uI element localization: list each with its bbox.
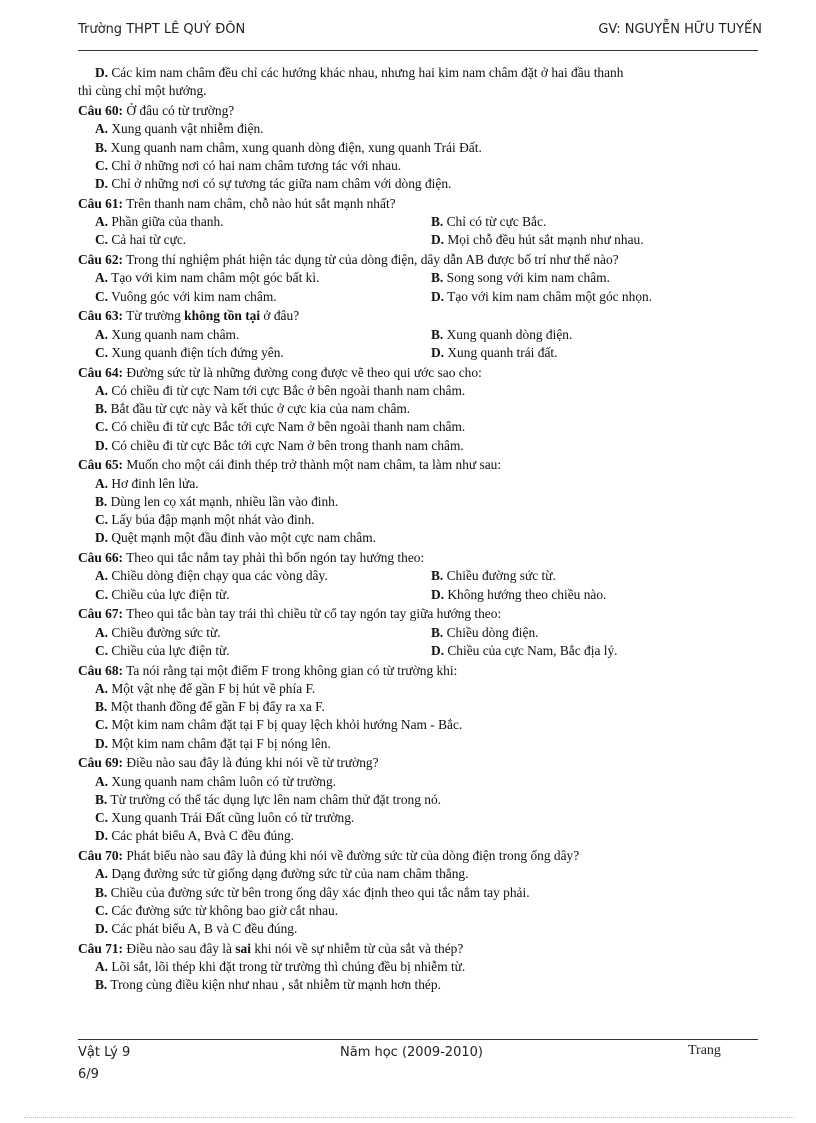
option-b: B. Dùng len cọ xát mạnh, nhiều lần vào đinh.: [95, 493, 339, 509]
option-d: D. Có chiều đi từ cực Bắc tới cực Nam ở bên trong thanh nam châm.: [95, 437, 464, 453]
option-d: D. Mọi chỗ đều hút sắt mạnh như nhau.: [431, 232, 644, 248]
option-row: [78, 624, 758, 642]
question-62: Câu 62: Trong thí nghiệm phát hiện tác dụng từ của dòng điện, dây dẫn AB được bố trí như thế nào?: [78, 252, 619, 267]
option-row: [78, 567, 758, 585]
question-65: Câu 65: Muốn cho một cái đinh thép trở thành một nam châm, ta làm như sau:: [78, 457, 502, 473]
option-d: D. Xung quanh trái đất.: [431, 344, 558, 360]
option-row: [78, 586, 758, 604]
question-71: Câu 71: Điều nào sau đây là sai khi nói về sự nhiễm từ của sắt và thép?: [78, 940, 464, 956]
question-64: Câu 64: Đường sức từ là những đường cong được vẽ theo qui ước sao cho:: [78, 364, 482, 380]
option-b: B. Chiều của đường sức từ bên trong ống dây xác định theo qui tắc nắm tay phải.: [95, 884, 530, 900]
option-d: D. Quệt mạnh một đầu đinh vào một cực nam châm.: [95, 530, 376, 546]
question-66: Câu 66: Theo qui tắc nắm tay phải thì bốn ngón tay hướng theo:: [78, 550, 425, 565]
option-a: A. Lõi sắt, lõi thép khi đặt trong từ trường thì chúng đều bị nhiễm từ.: [95, 959, 466, 974]
option-a: A. Tạo với kim nam châm một góc bất kì.: [95, 270, 320, 286]
option-row: [78, 269, 758, 287]
option-row: [78, 213, 758, 231]
option-c: C. Một kim nam châm đặt tại F bị quay lệch khỏi hướng Nam - Bắc.: [95, 717, 463, 733]
prev-option-d-cont: thì cùng chỉ một hướng.: [78, 83, 207, 99]
option-row: [78, 288, 758, 306]
option-row: [78, 326, 758, 344]
option-a: A. Xung quanh vật nhiễm điện.: [95, 121, 264, 137]
option-a: A. Dạng đường sức từ giống dạng đường sức từ của nam châm thẳng.: [95, 866, 469, 882]
prev-option-d: D. Các kim nam châm đều chỉ các hướng khác nhau, nhưng hai kim nam châm đặt ở hai đầu thanh: [95, 65, 624, 80]
question-68: Câu 68: Ta nói rằng tại một điểm F trong không gian có từ trường khi:: [78, 662, 458, 678]
option-a: A. Một vật nhẹ để gần F bị hút về phía F.: [95, 680, 316, 696]
option-a: A. Chiều dòng điện chạy qua các vòng dây.: [95, 568, 328, 584]
option-c: C. Vuông góc với kim nam châm.: [95, 288, 277, 304]
option-c: C. Cả hai từ cực.: [95, 232, 187, 248]
option-a: A. Có chiều đi từ cực Nam tới cực Bắc ở bên ngoài thanh nam châm.: [95, 382, 466, 398]
header-teacher: GV: NGUYỄN HỮU TUYẾN: [598, 22, 762, 37]
option-b: B. Chiều dòng điện.: [431, 624, 539, 640]
option-row: [78, 344, 758, 362]
footer-divider: [78, 1039, 758, 1040]
option-d: D. Không hướng theo chiều nào.: [431, 586, 607, 602]
option-c: C. Chiều của lực điện từ.: [95, 642, 230, 658]
header-divider: [78, 50, 758, 51]
option-c: C. Có chiều đi từ cực Bắc tới cực Nam ở bên ngoài thanh nam châm.: [95, 419, 466, 435]
option-a: A. Xung quanh nam châm luôn có từ trường.: [95, 773, 337, 789]
option-b: B. Trong cùng điều kiện như nhau , sắt nhiễm từ mạnh hơn thép.: [95, 977, 441, 993]
footer-school-year: Năm học (2009-2010): [340, 1045, 483, 1060]
option-d: D. Một kim nam châm đặt tại F bị nóng lên.: [95, 735, 331, 751]
question-67: Câu 67: Theo qui tắc bàn tay trái thì chiều từ cổ tay ngón tay giữa hướng theo:: [78, 606, 502, 622]
footer-page-number: 6/9: [78, 1067, 99, 1082]
footer-subject: Vật Lý 9: [78, 1045, 131, 1060]
option-row: [78, 231, 758, 249]
option-d: D. Chỉ ở những nơi có sự tương tác giữa nam châm với dòng điện.: [95, 176, 452, 191]
option-d: D. Tạo với kim nam châm một góc nhọn.: [431, 288, 653, 304]
question-70: Câu 70: Phát biểu nào sau đây là đúng khi nói về đường sức từ của dòng điện trong ống dây?: [78, 848, 580, 863]
option-a: A. Xung quanh nam châm.: [95, 326, 240, 342]
page-bottom-dotted-line: [24, 1117, 794, 1118]
question-list: [78, 64, 758, 995]
option-b: B. Một thanh đồng để gần F bị đẩy ra xa F.: [95, 699, 325, 714]
option-b: B. Song song với kim nam châm.: [431, 270, 610, 286]
option-d: D. Các phát biểu A, B và C đều đúng.: [95, 921, 298, 936]
option-a: A. Phần giữa của thanh.: [95, 214, 224, 229]
footer-trang: Trang: [688, 1043, 721, 1058]
option-c: C. Lấy búa đập mạnh một nhát vào đinh.: [95, 512, 315, 527]
option-b: B. Chiều đường sức từ.: [431, 568, 556, 584]
question-61: Câu 61: Trên thanh nam châm, chỗ nào hút sắt mạnh nhất?: [78, 195, 396, 211]
option-c: C. Xung quanh Trái Đất cũng luôn có từ trường.: [95, 810, 355, 825]
header-school: Trường THPT LÊ QUÝ ĐÔN: [78, 22, 246, 37]
question-69: Câu 69: Điều nào sau đây là đúng khi nói về từ trường?: [78, 755, 379, 771]
option-b: B. Xung quanh dòng điện.: [431, 326, 573, 342]
option-c: C. Chỉ ở những nơi có hai nam châm tương tác với nhau.: [95, 157, 402, 173]
question-60: Câu 60: Ở đâu có từ trường?: [78, 103, 235, 118]
option-a: A. Hơ đinh lên lửa.: [95, 475, 199, 491]
option-c: C. Xung quanh điện tích đứng yên.: [95, 344, 284, 360]
option-c: C. Chiều của lực điện từ.: [95, 586, 230, 602]
option-b: B. Bắt đầu từ cực này và kết thúc ở cực kia của nam châm.: [95, 401, 411, 416]
option-d: D. Chiều của cực Nam, Bắc địa lý.: [431, 642, 618, 658]
option-a: A. Chiều đường sức từ.: [95, 624, 221, 640]
option-b: B. Chỉ có từ cực Bắc.: [431, 214, 547, 229]
option-c: C. Các đường sức từ không bao giờ cắt nhau.: [95, 902, 339, 918]
option-row: [78, 642, 758, 660]
question-63: Câu 63: Từ trường không tồn tại ở đâu?: [78, 308, 300, 324]
option-d: D. Các phát biểu A, Bvà C đều đúng.: [95, 828, 294, 844]
option-b: B. Xung quanh nam châm, xung quanh dòng điện, xung quanh Trái Đất.: [95, 139, 482, 155]
option-b: B. Từ trường có thể tác dụng lực lên nam châm thử đặt trong nó.: [95, 791, 442, 807]
